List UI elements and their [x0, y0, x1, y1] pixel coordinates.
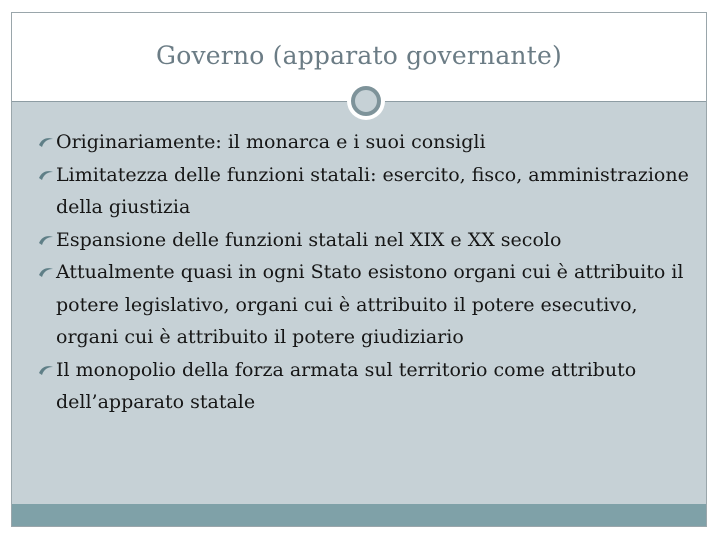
bottom-bar [12, 504, 706, 526]
slide-title: Governo (apparato governante) [156, 41, 562, 70]
ring-divider-icon [347, 82, 385, 120]
swoosh-bullet-icon [38, 137, 54, 148]
ring-divider-inner [351, 86, 381, 116]
list-item [38, 126, 704, 159]
bullet-text: Espansione delle funzioni statali nel XIX e XX secolo [56, 228, 562, 251]
slide [11, 12, 707, 527]
swoosh-bullet-icon [38, 365, 54, 376]
swoosh-bullet-icon [38, 170, 54, 181]
bullet-text: Il monopolio della forza armata sul territorio come attributo dell’apparato statale [56, 358, 637, 413]
list-item [38, 354, 704, 419]
swoosh-bullet-icon [38, 235, 54, 246]
list-item [38, 224, 704, 257]
list-item [38, 159, 704, 224]
bullet-text: Attualmente quasi in ogni Stato esistono organi cui è attribuito il potere legislativo, organi cui è attribuito il potere esecutivo, organi cui è attribuito il potere giudiziario [56, 261, 684, 348]
bullet-list [38, 126, 704, 419]
swoosh-bullet-icon [38, 267, 54, 278]
bullet-text: Limitatezza delle funzioni statali: esercito, fisco, amministrazione della giustizia [56, 163, 689, 218]
list-item [38, 256, 704, 354]
bullet-text: Originariamente: il monarca e i suoi consigli [56, 131, 486, 153]
